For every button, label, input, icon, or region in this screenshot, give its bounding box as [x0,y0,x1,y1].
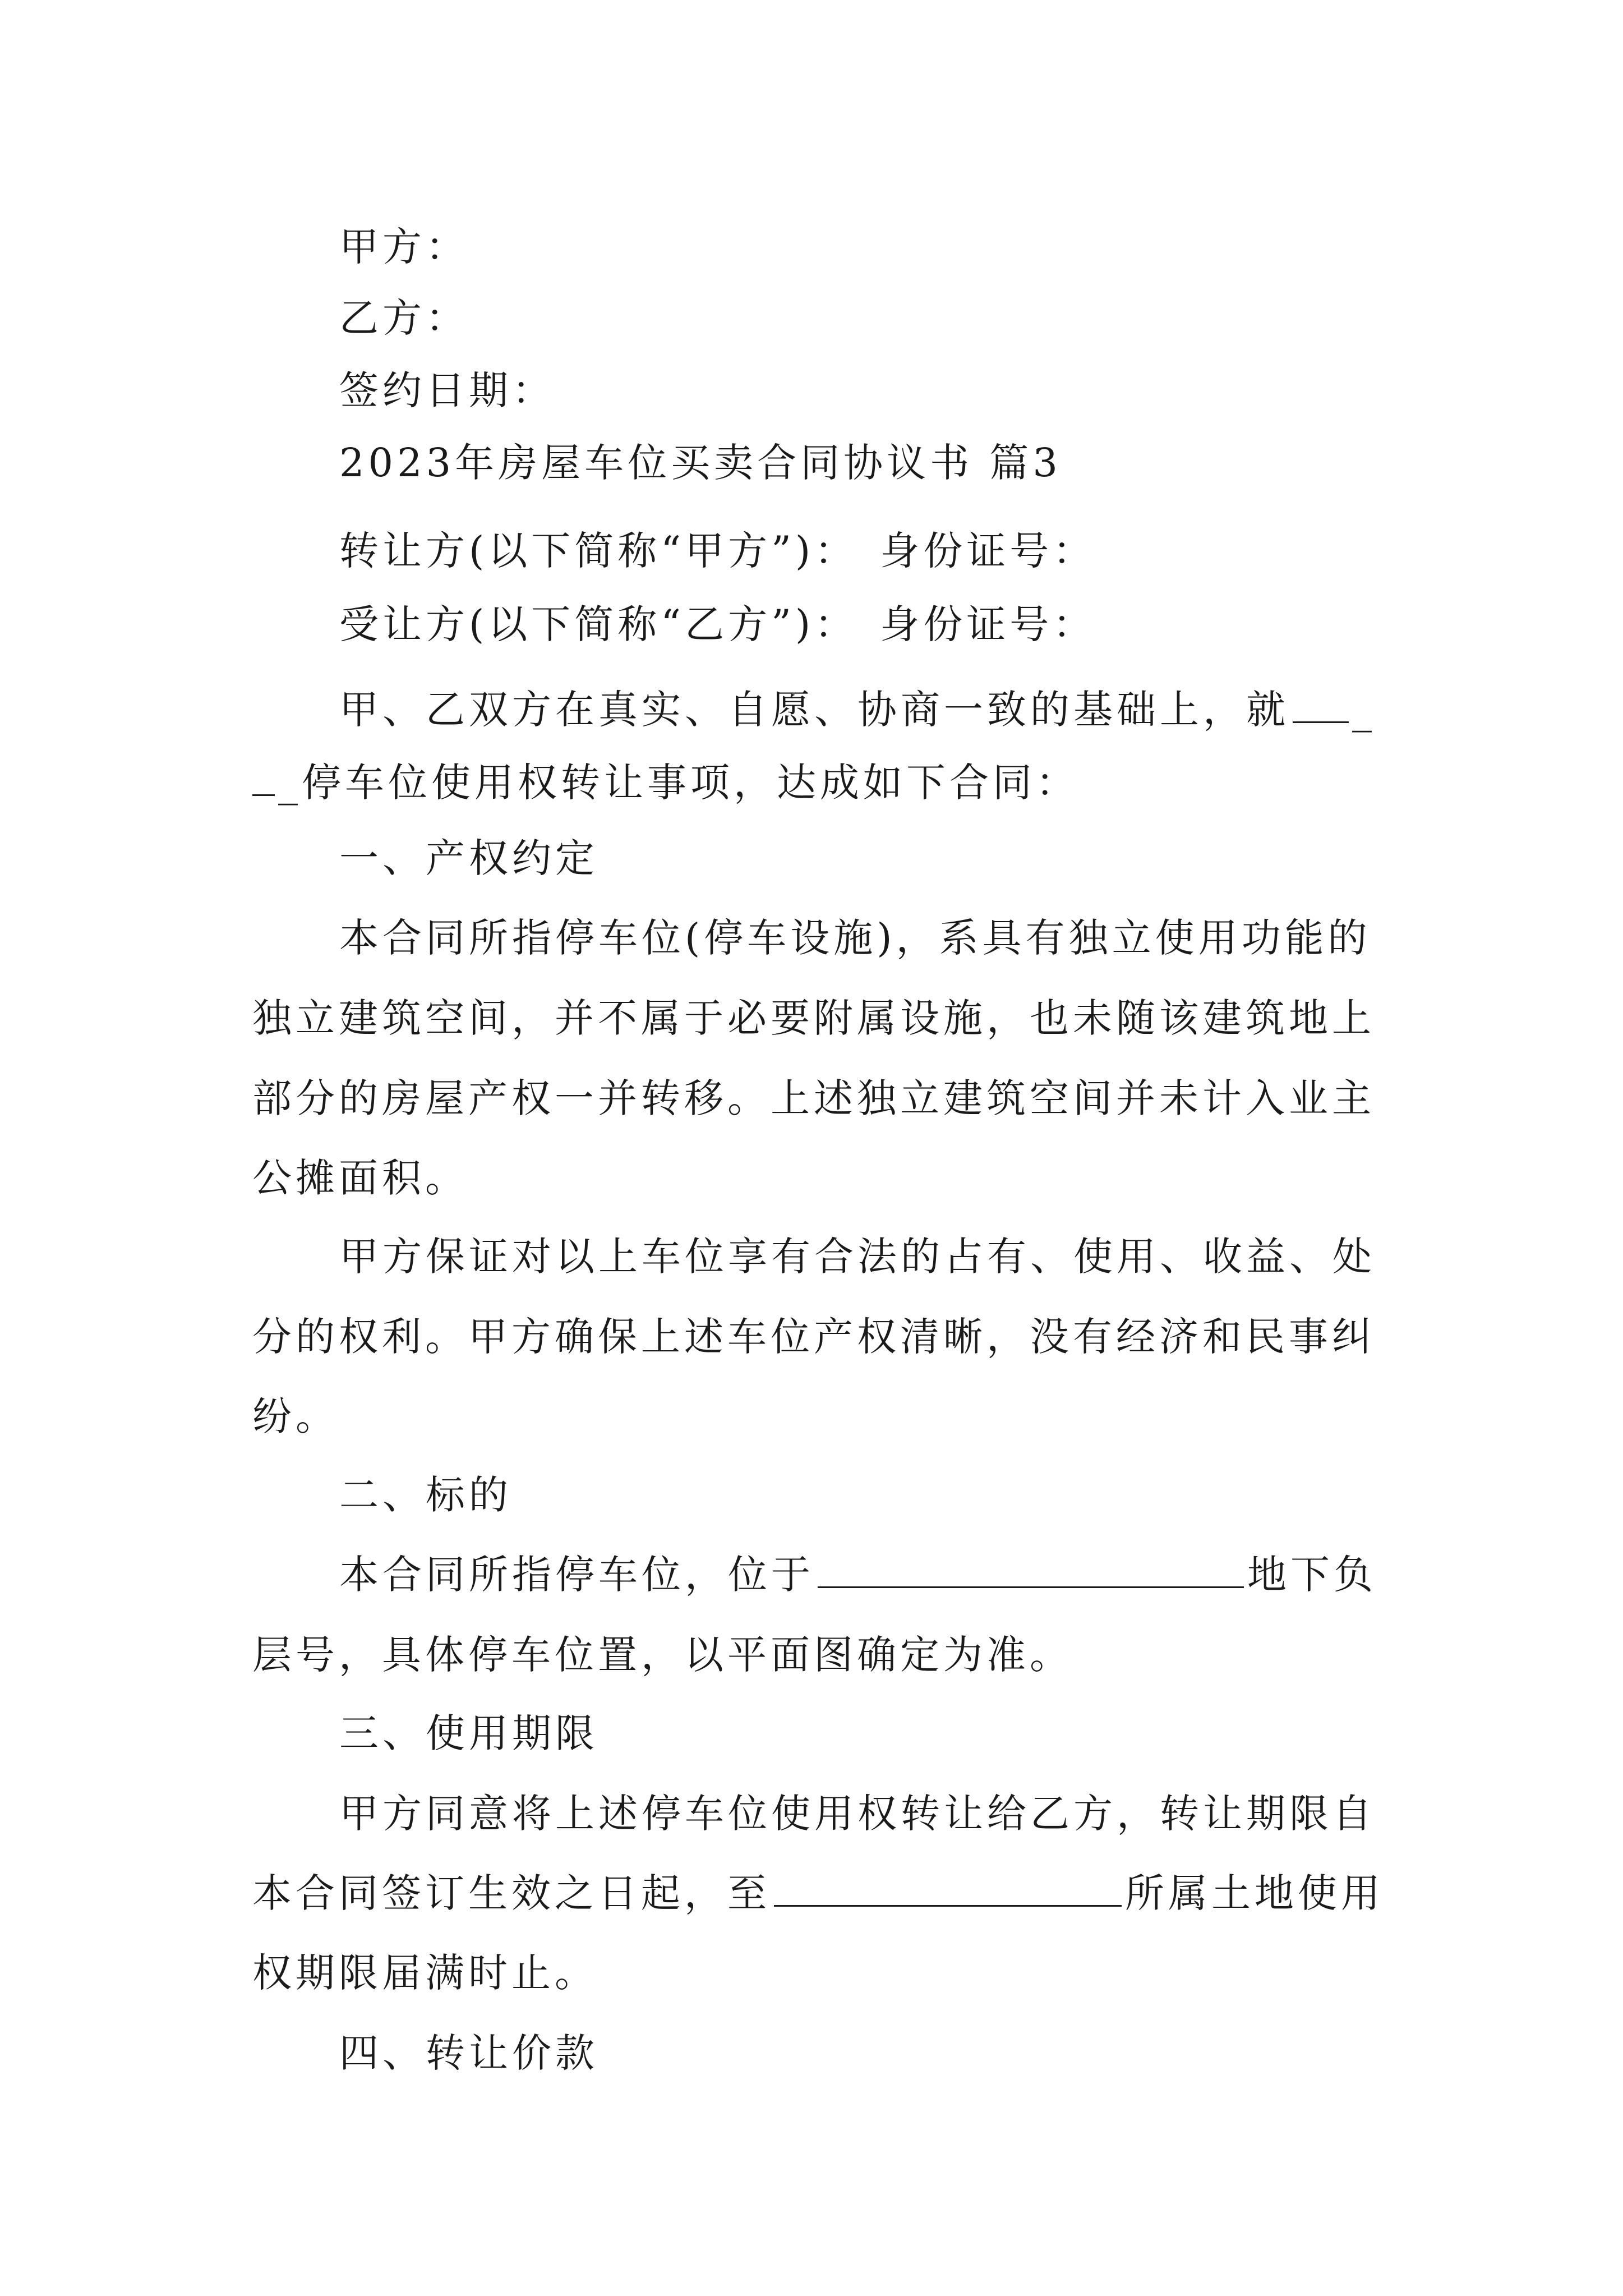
paragraph-line: 纷。 [252,1393,339,1439]
paragraph-line: 本合同所指停车位(停车设施)，系具有独立使用功能的 [339,915,1371,961]
location-blank-field [818,1552,1244,1588]
transferor-label: 转让方(以下简称“甲方”)： [339,528,858,574]
article-3-text-pre: 本合同签订生效之日起，至 [252,1870,771,1916]
transferee-label: 受让方(以下简称“乙方”)： [339,601,858,647]
blank-field [1293,687,1349,723]
article-3-text-post: 所属土地使用 [1125,1870,1384,1916]
preamble-line-2 [252,754,1391,811]
transferor-id-label: 身份证号： [880,528,1096,574]
blank-field [252,760,275,796]
article-3-line-1: 甲方同意将上述停车位使用权转让给乙方，转让期限自 [339,1791,1376,1837]
article-2-line-2: 层号，具体停车位置，以平面图确定为准。 [252,1632,1073,1678]
article-3-line-2 [252,1865,1391,1921]
article-4-heading: 四、转让价款 [339,2030,598,2076]
paragraph-line: 独立建筑空间，并不属于必要附属设施，也未随该建筑地上 [252,995,1375,1041]
party-a-label: 甲方： [339,224,469,270]
preamble-text-1: 甲、乙双方在真实、自愿、协商一致的基础上，就 [339,687,1289,733]
article-3-heading: 三、使用期限 [339,1710,598,1756]
article-2-heading: 二、标的 [339,1472,512,1518]
article-2-line-1 [339,1547,1391,1603]
preamble-text-2: 停车位使用权转让事项，达成如下合同： [302,760,1079,806]
paragraph-line: 部分的房屋产权一并转移。上述独立建筑空间并未计入业主 [252,1075,1375,1121]
preamble-line-1 [339,682,1391,738]
party-b-label: 乙方： [339,295,469,341]
article-1-heading: 一、产权约定 [339,835,598,881]
paragraph-line: 甲方保证对以上车位享有合法的占有、使用、收益、处 [339,1234,1376,1280]
section-title: 2023年房屋车位买卖合同协议书 篇3 [339,440,1062,486]
transferor-line [339,523,1391,579]
paragraph-line: 公摊面积。 [252,1155,468,1201]
article-2-text-pre: 本合同所指停车位，位于 [339,1552,814,1598]
transferee-line [339,596,1391,652]
transferee-id-label: 身份证号： [880,601,1096,647]
preamble-head: _ [278,760,302,806]
sign-date-label: 签约日期： [339,367,555,413]
paragraph-line: 分的权利。甲方确保上述车位产权清晰，没有经济和民事纠 [252,1314,1375,1360]
preamble-tail: _ [1352,687,1376,733]
article-3-line-3: 权期限届满时止。 [252,1950,598,1996]
date-blank-field [774,1870,1122,1907]
article-2-text-post: 地下负 [1247,1552,1377,1598]
